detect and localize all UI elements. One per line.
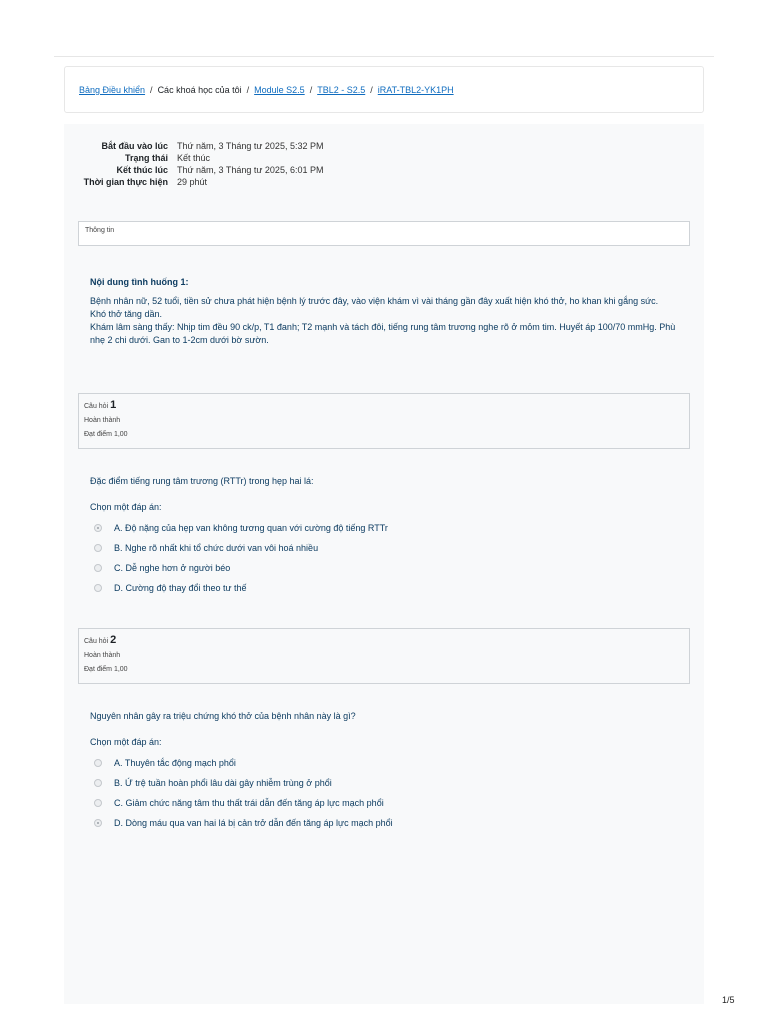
breadcrumb-link-dashboard[interactable]: Bảng Điều khiển bbox=[79, 85, 146, 95]
state-value: Kết thúc bbox=[177, 153, 211, 163]
radio-button[interactable] bbox=[94, 584, 102, 592]
radio-button[interactable] bbox=[94, 759, 102, 767]
top-divider bbox=[54, 56, 714, 57]
choose-one-label: Chọn một đáp án: bbox=[90, 502, 162, 512]
radio-button[interactable] bbox=[94, 779, 102, 787]
completed-value: Thứ năm, 3 Tháng tư 2025, 6:01 PM bbox=[177, 165, 324, 175]
breadcrumb-item-my-courses: Các khoá học của tôi bbox=[157, 85, 242, 95]
answer-option-text: B. Ứ trệ tuần hoàn phổi lâu dài gây nhiễm trùng ở phổi bbox=[114, 778, 332, 788]
radio-button-selected[interactable] bbox=[94, 524, 102, 532]
case-paragraph: Khám lâm sàng thấy: Nhịp tim đều 90 ck/p, T1 đanh; T2 mạnh và tách đôi, tiếng rung tâm trương nghe rõ ở mỏm tim. Huyết áp 100/70 mmHg. Phù nhẹ 2 chi dưới. Gan to 1-2cm dưới bờ sườn. bbox=[90, 322, 676, 345]
radio-button[interactable] bbox=[94, 799, 102, 807]
question-mark: Đạt điểm 1,00 bbox=[84, 431, 128, 438]
time-taken-label: Thời gian thực hiện bbox=[83, 177, 168, 187]
time-taken-value: 29 phút bbox=[177, 177, 208, 187]
question-status: Hoàn thành bbox=[84, 652, 121, 659]
question-number: 2 bbox=[110, 634, 117, 646]
question-info-1 bbox=[78, 393, 690, 449]
case-description bbox=[90, 276, 676, 347]
answer-option[interactable] bbox=[90, 773, 680, 793]
info-label: Thông tin bbox=[85, 227, 115, 234]
radio-button-selected[interactable] bbox=[94, 819, 102, 827]
page-number: 1/5 bbox=[722, 995, 735, 1005]
breadcrumb-link-module[interactable]: Module S2.5 bbox=[254, 85, 305, 95]
answer-option[interactable] bbox=[90, 813, 680, 833]
case-heading: Nội dung tình huống 1: bbox=[90, 277, 189, 287]
completed-label: Kết thúc lúc bbox=[116, 165, 168, 175]
answer-option-text: D. Cường độ thay đổi theo tư thế bbox=[114, 583, 247, 593]
answer-option-text: A. Độ nặng của hẹp van không tương quan với cường độ tiếng RTTr bbox=[114, 523, 388, 533]
case-paragraph: Bệnh nhân nữ, 52 tuổi, tiền sử chưa phát hiện bệnh lý trước đây, vào viện khám vì vài tháng gần đây xuất hiện khó thở, ho khan khi gắng sức. Khó thở tăng dần. bbox=[90, 296, 659, 319]
question-number: 1 bbox=[110, 399, 117, 411]
answer-option-text: D. Dòng máu qua van hai lá bị cản trở dẫn đến tăng áp lực mạch phổi bbox=[114, 818, 393, 828]
choose-one-label: Chọn một đáp án: bbox=[90, 737, 162, 747]
state-label: Trạng thái bbox=[124, 153, 168, 163]
breadcrumb-separator: / bbox=[246, 85, 250, 95]
question-content-1 bbox=[90, 476, 680, 598]
info-box bbox=[78, 221, 690, 246]
question-status: Hoàn thành bbox=[84, 417, 121, 424]
answer-option[interactable] bbox=[90, 753, 680, 773]
breadcrumb-link-tbl2[interactable]: TBL2 - S2.5 bbox=[317, 85, 366, 95]
breadcrumb-link-irat[interactable]: iRAT-TBL2-YK1PH bbox=[377, 85, 454, 95]
question-text: Đặc điểm tiếng rung tâm trương (RTTr) trong hẹp hai lá: bbox=[90, 476, 314, 486]
answer-option[interactable] bbox=[90, 558, 680, 578]
answer-option[interactable] bbox=[90, 793, 680, 813]
started-label: Bắt đầu vào lúc bbox=[101, 141, 168, 151]
answer-option[interactable] bbox=[90, 578, 680, 598]
question-mark: Đạt điểm 1,00 bbox=[84, 666, 128, 673]
started-value: Thứ năm, 3 Tháng tư 2025, 5:32 PM bbox=[177, 141, 324, 151]
question-text: Nguyên nhân gây ra triệu chứng khó thở của bệnh nhân này là gì? bbox=[90, 711, 356, 721]
answer-option[interactable] bbox=[90, 538, 680, 558]
question-content-2 bbox=[90, 711, 680, 833]
breadcrumb-separator: / bbox=[370, 85, 373, 95]
radio-button[interactable] bbox=[94, 564, 102, 572]
answer-option[interactable] bbox=[90, 518, 680, 538]
question-label: Câu hỏi bbox=[84, 403, 109, 410]
answer-option-text: C. Giảm chức năng tâm thu thất trái dẫn đến tăng áp lực mạch phổi bbox=[114, 798, 384, 808]
breadcrumb-separator: / bbox=[309, 85, 313, 95]
answer-option-text: B. Nghe rõ nhất khi tổ chức dưới van vôi hoá nhiều bbox=[114, 543, 319, 553]
answer-option-text: C. Dễ nghe hơn ở người béo bbox=[114, 563, 231, 573]
answer-option-text: A. Thuyên tắc động mạch phổi bbox=[114, 758, 236, 768]
breadcrumb bbox=[64, 66, 704, 113]
attempt-summary-table bbox=[78, 140, 323, 188]
question-info-2 bbox=[78, 628, 690, 684]
question-label: Câu hỏi bbox=[84, 638, 109, 645]
radio-button[interactable] bbox=[94, 544, 102, 552]
breadcrumb-separator: / bbox=[150, 85, 153, 95]
